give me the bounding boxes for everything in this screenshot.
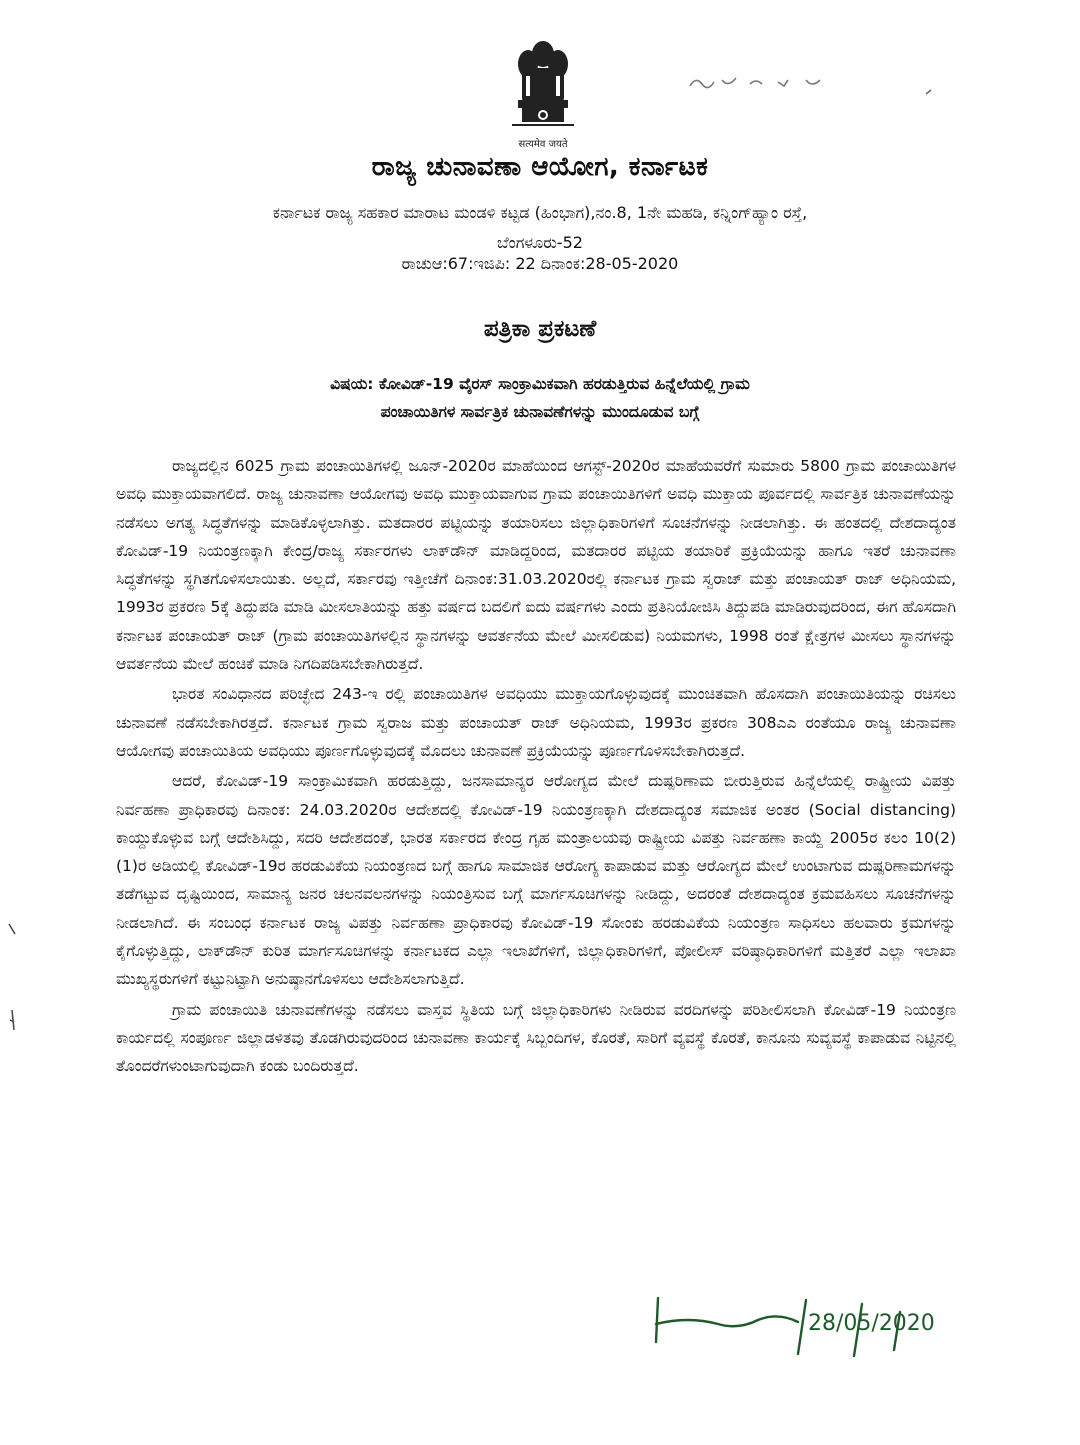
margin-mark [6, 920, 20, 1040]
office-address [110, 198, 970, 258]
subject-block [180, 370, 900, 426]
reference-number: ರಾಚುಆ:67:ಇಜಿಪಿ: 22 ದಿನಾಂಕ:28-05-2020 [401, 254, 679, 273]
subject-line-2: ಪಂಚಾಯಿತಿಗಳ ಸಾರ್ವತ್ರಿಕ ಚುನಾವಣೆಗಳನ್ನು ಮುಂದೂಡುವ ಬಗ್ಗೆ [380, 403, 700, 421]
lion-capital-icon [508, 38, 578, 136]
handwritten-signature [648, 1290, 948, 1360]
address-line-2: ಬೆಂಗಳೂರು-52 [497, 233, 583, 252]
body-text [116, 452, 956, 1083]
address-line-1: ಕರ್ನಾಟಕ ರಾಜ್ಯ ಸಹಕಾರ ಮಾರಾಟ ಮಂಡಳಿ ಕಟ್ಟಡ (ಹಿಂಭಾಗ),ನಂ.8, 1ನೇ ಮಹಡಿ, ಕನ್ನಿಂಗ್‌ಹ್ಯಾಂ ರಸ್ತೆ, [272, 203, 808, 222]
emblem-motto: सत्यमेव जयते [518, 139, 568, 150]
org-title: ರಾಜ್ಯ ಚುನಾವಣಾ ಆಯೋಗ, ಕರ್ನಾಟಕ [371, 152, 709, 182]
paragraph: ಆದರೆ, ಕೋವಿಡ್-19 ಸಾಂಕ್ರಾಮಿಕವಾಗಿ ಹರಡುತ್ತಿದ್ದು, ಜನಸಾಮಾನ್ಯರ ಆರೋಗ್ಯದ ಮೇಲೆ ದುಷ್ಪರಿಣಾಮ ಬೀರುತ್ತಿರುವ ಹಿನ್ನೆಲೆಯಲ್ಲಿ ರಾಷ್ಟ್ರೀಯ ವಿಪತ್ತು ನಿರ್ವಹಣಾ ಪ್ರಾಧಿಕಾರವು ದಿನಾಂಕ: 24.03.2020ರ ಆದೇಶದಲ್ಲಿ ಕೋವಿಡ್-19 ನಿಯಂತ್ರಣಕ್ಕಾಗಿ ದೇಶದಾದ್ಯಂತ ಸಮಾಜಿಕ ಅಂತರ (Social distancing) ಕಾಯ್ದುಕೊಳ್ಳುವ ಬಗ್ಗೆ ಆದೇಶಿಸಿದ್ದು, ಸದರಿ ಆದೇಶದಂತೆ, ಭಾರತ ಸರ್ಕಾರದ ಕೇಂದ್ರ ಗೃಹ ಮಂತ್ರಾಲಯವು ರಾಷ್ಟ್ರೀಯ ವಿಪತ್ತು ನಿರ್ವಹಣಾ ಕಾಯ್ದೆ 2005ರ ಕಲಂ 10(2)(1)ರ ಅಡಿಯಲ್ಲಿ ಕೋವಿಡ್-19ರ ಹರಡುವಿಕೆಯ ನಿಯಂತ್ರಣದ ಬಗ್ಗೆ ಹಾಗೂ ಸಾಮಾಜಿಕ ಆರೋಗ್ಯ ಕಾಪಾಡುವ ಮತ್ತು ಆರೋಗ್ಯದ ಮೇಲೆ ಉಂಟಾಗುವ ದುಷ್ಪರಿಣಾಮಗಳನ್ನು ತಡೆಗಟ್ಟುವ ದೃಷ್ಟಿಯಿಂದ, ಸಾಮಾನ್ಯ ಜನರ ಚಲನವಲನಗಳನ್ನು ನಿಯಂತ್ರಿಸುವ ಬಗ್ಗೆ ಮಾರ್ಗಸೂಚಿಗಳನ್ನು ನೀಡಿದ್ದು, ಅದರಂತೆ ದೇಶದಾದ್ಯಂತ ಕ್ರಮವಹಿಸಲು ಸೂಚನೆಗಳನ್ನು ನೀಡಲಾಗಿದೆ. ಈ ಸಂಬಂಧ ಕರ್ನಾಟಕ ರಾಜ್ಯ ವಿಪತ್ತು ನಿರ್ವಹಣಾ ಪ್ರಾಧಿಕಾರವು ಕೋವಿಡ್-19 ಸೋಂಕು ಹರಡುವಿಕೆಯ ನಿಯಂತ್ರಣ ಸಾಧಿಸಲು ಹಲವಾರು ಕ್ರಮಗಳನ್ನು ಕೈಗೊಳ್ಳುತ್ತಿದ್ದು, ಲಾಕ್‌ಡೌನ್ ಕುರಿತ ಮಾರ್ಗಸೂಚಿಗಳನ್ನು ಕರ್ನಾಟಕದ ಎಲ್ಲಾ ಇಲಾಖೆಗಳಿಗೆ, ಜಿಲ್ಲಾಧಿಕಾರಿಗಳಿಗೆ, ಪೋಲೀಸ್ ವರಿಷ್ಠಾಧಿಕಾರಿಗಳಿಗೆ ಮತ್ತಿತರೆ ಎಲ್ಲಾ ಇಲಾಖಾ ಮುಖ್ಯಸ್ಥರುಗಳಿಗೆ ಕಟ್ಟುನಿಟ್ಟಾಗಿ ಅನುಷ್ಠಾನಗೊಳಿಸಲು ಆದೇಶಿಸಲಾಗುತ್ತಿದೆ. [116, 772, 956, 989]
signature-date: 28/05/2020 [808, 1311, 935, 1336]
paragraph: ಗ್ರಾಮ ಪಂಚಾಯಿತಿ ಚುನಾವಣೆಗಳನ್ನು ನಡೆಸಲು ವಾಸ್ತವ ಸ್ಥಿತಿಯ ಬಗ್ಗೆ ಜಿಲ್ಲಾಧಿಕಾರಿಗಳು ನೀಡಿರುವ ವರದಿಗಳನ್ನು ಪರಿಶೀಲಿಸಲಾಗಿ ಕೋವಿಡ್-19 ನಿಯಂತ್ರಣ ಕಾರ್ಯದಲ್ಲಿ ಸಂಪೂರ್ಣ ಜಿಲ್ಲಾಡಳಿತವು ತೊಡಗಿರುವುದರಿಂದ ಚುನಾವಣಾ ಕಾರ್ಯಕ್ಕೆ ಸಿಬ್ಬಂದಿಗಳ, ಕೊರತೆ, ಸಾರಿಗೆ ವ್ಯವಸ್ಥೆ ಕೊರತೆ, ಕಾನೂನು ಸುವ್ಯವಸ್ಥೆ ಕಾಪಾಡುವ ನಿಟ್ಟಿನಲ್ಲಿ ತೊಂದರೆಗಳುಂಟಾಗುವುದಾಗಿ ಕಂಡು ಬಂದಿರುತ್ತದೆ. [116, 1000, 956, 1076]
ink-dot-mark [925, 88, 933, 96]
document-heading: ಪತ್ರಿಕಾ ಪ್ರಕಟಣೆ [483, 316, 597, 342]
paragraph: ಭಾರತ ಸಂವಿಧಾನದ ಪರಿಚ್ಛೇದ 243-ಇ ರಲ್ಲಿ ಪಂಚಾಯಿತಿಗಳ ಅವಧಿಯು ಮುಕ್ತಾಯಗೊಳ್ಳುವುದಕ್ಕೆ ಮುಂಚಿತವಾಗಿ ಹೊಸದಾಗಿ ಪಂಚಾಯಿತಿಯನ್ನು ರಚಿಸಲು ಚುನಾವಣೆ ನಡೆಸಬೇಕಾಗಿರತ್ತದೆ. ಕರ್ನಾಟಕ ಗ್ರಾಮ ಸ್ವರಾಜ ಮತ್ತು ಪಂಚಾಯತ್ ರಾಜ್ ಅಧಿನಿಯಮ, 1993ರ ಪ್ರಕರಣ 308ಎಎ ರಂತೆಯೂ ರಾಜ್ಯ ಚುನಾವಣಾ ಆಯೋಗವು ಪಂಚಾಯಿತಿಯ ಅವಧಿಯು ಪೂರ್ಣಗೊಳ್ಳುವುದಕ್ಕೆ ಮೊದಲು ಚುನಾವಣೆ ಪ್ರಕ್ರಿಯೆಯನ್ನು ಪೂರ್ಣಗೊಳಿಸಬೇಕಾಗಿರುತ್ತದೆ. [116, 685, 956, 760]
state-emblem [508, 38, 578, 150]
ink-scribble-mark [688, 68, 838, 98]
subject-line-1: ವಿಷಯ: ಕೋವಿಡ್-19 ವೈರಸ್ ಸಾಂಕ್ರಾಮಿಕವಾಗಿ ಹರಡುತ್ತಿರುವ ಹಿನ್ನೆಲೆಯಲ್ಲಿ ಗ್ರಾಮ [330, 375, 750, 393]
paragraph: ರಾಜ್ಯದಲ್ಲಿನ 6025 ಗ್ರಾಮ ಪಂಚಾಯಿತಿಗಳಲ್ಲಿ ಜೂನ್-2020ರ ಮಾಹೆಯಿಂದ ಆಗಸ್ಟ್-2020ರ ಮಾಹೆಯವರೆಗೆ ಸುಮಾರು 5800 ಗ್ರಾಮ ಪಂಚಾಯಿತಿಗಳ ಅವಧಿ ಮುಕ್ತಾಯವಾಗಲಿದೆ. ರಾಜ್ಯ ಚುನಾವಣಾ ಆಯೋಗವು ಅವಧಿ ಮುಕ್ತಾಯವಾಗುವ ಗ್ರಾಮ ಪಂಚಾಯಿತಿಗಳಿಗೆ ಅವಧಿ ಮುಕ್ತಾಯ ಪೂರ್ವದಲ್ಲಿ ಸಾರ್ವತ್ರಿಕ ಚುನಾವಣೆಯನ್ನು ನಡೆಸಲು ಅಗತ್ಯ ಸಿದ್ಧತೆಗಳನ್ನು ಮಾಡಿಕೊಳ್ಳಲಾಗಿತ್ತು. ಮತದಾರರ ಪಟ್ಟಿಯನ್ನು ತಯಾರಿಸಲು ಜಿಲ್ಲಾಧಿಕಾರಿಗಳಿಗೆ ಸೂಚನೆಗಳನ್ನು ನೀಡಲಾಗಿತ್ತು. ಈ ಹಂತದಲ್ಲಿ ದೇಶದಾದ್ಯಂತ ಕೋವಿಡ್-19 ನಿಯಂತ್ರಣಕ್ಕಾಗಿ ಕೇಂದ್ರ/ರಾಜ್ಯ ಸರ್ಕಾರಗಳು ಲಾಕ್‌ಡೌನ್ ಮಾಡಿದ್ದರಿಂದ, ಮತದಾರರ ಪಟ್ಟಿಯ ತಯಾರಿಕೆ ಪ್ರಕ್ರಿಯೆಯನ್ನು ಹಾಗೂ ಇತರೆ ಚುನಾವಣಾ ಸಿದ್ಧತೆಗಳನ್ನು ಸ್ಥಗಿತಗೊಳಿಸಲಾಯಿತು. ಅಲ್ಲದೆ, ಸರ್ಕಾರವು ಇತ್ತೀಚೆಗೆ ದಿನಾಂಕ:31.03.2020ರಲ್ಲಿ ಕರ್ನಾಟಕ ಗ್ರಾಮ ಸ್ವರಾಜ್ ಮತ್ತು ಪಂಚಾಯತ್ ರಾಜ್ ಅಧಿನಿಯಮ, 1993ರ ಪ್ರಕರಣ 5ಕ್ಕೆ ತಿದ್ದುಪಡಿ ಮಾಡಿ ಮೀಸಲಾತಿಯನ್ನು ಹತ್ತು ವರ್ಷದ ಬದಲಿಗೆ ಐದು ವರ್ಷಗಳು ಎಂದು ಪ್ರತಿನಿಯೋಜಿಸಿ ತಿದ್ದುಪಡಿ ಮಾಡಿರುವುದರಿಂದ, ಈಗ ಹೊಸದಾಗಿ ಕರ್ನಾಟಕ ಪಂಚಾಯತ್ ರಾಜ್ (ಗ್ರಾಮ ಪಂಚಾಯಿತಿಗಳಲ್ಲಿನ ಸ್ಥಾನಗಳನ್ನು ಆವರ್ತನೆಯ ಮೇಲೆ ಮೀಸಲಿಡುವ) ನಿಯಮಗಳು, 1998 ರಂತೆ ಕ್ಷೇತ್ರಗಳ ಮೀಸಲು ಸ್ಥಾನಗಳನ್ನು ಆವರ್ತನೆಯ ಮೇಲೆ ಹಂಚಿಕೆ ಮಾಡಿ ನಿಗದಿಪಡಿಸಬೇಕಾಗಿರುತ್ತದೆ. [116, 457, 956, 674]
